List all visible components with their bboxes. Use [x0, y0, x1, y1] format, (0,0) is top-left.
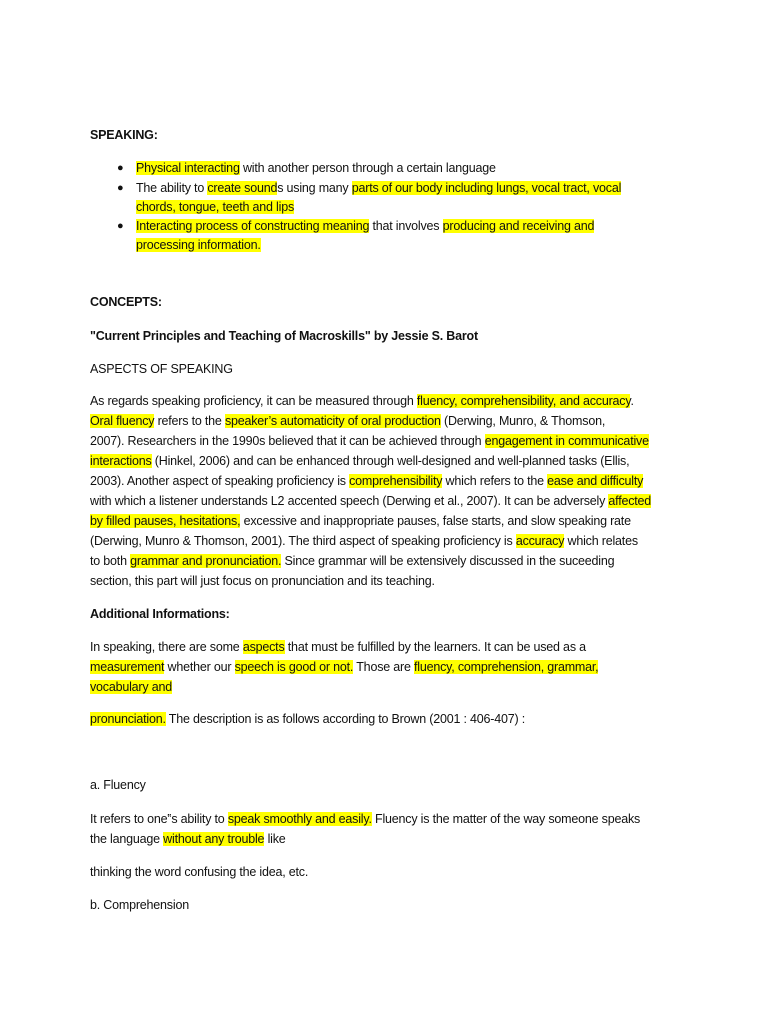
fluency-heading: a. Fluency [90, 778, 146, 792]
speaking-bullet-3: Interacting process of constructing meaning that involves producing and receiving and [136, 219, 595, 233]
paragraph-line: measurement whether our speech is good or not. Those are fluency, comprehension, grammar, [90, 660, 599, 674]
paragraph-line: by filled pauses, hesitations, excessive and inappropriate pauses, false starts, and slow speaking rate [90, 514, 631, 528]
paragraph-line: It refers to one‟s ability to speak smoothly and easily. Fluency is the matter of the way someone speaks [90, 812, 641, 826]
speaking-heading: SPEAKING: [90, 128, 158, 142]
bullet-icon: ● [117, 162, 124, 174]
source-title: "Current Principles and Teaching of Macroskills" by Jessie S. Barot [90, 329, 478, 343]
comprehension-heading: b. Comprehension [90, 898, 189, 912]
speaking-bullet-3-cont: processing information. [136, 238, 261, 252]
aspects-heading: ASPECTS OF SPEAKING [90, 362, 233, 376]
paragraph-line: interactions (Hinkel, 2006) and can be enhanced through well-designed and well-planned tasks (Ellis, [90, 454, 630, 468]
paragraph-line: (Derwing, Munro & Thomson, 2001). The third aspect of speaking proficiency is accuracy which relates [90, 534, 638, 548]
paragraph-line: to both grammar and pronunciation. Since grammar will be extensively discussed in the suceeding [90, 554, 615, 568]
concepts-heading: CONCEPTS: [90, 295, 162, 309]
paragraph-line: Oral fluency refers to the speaker’s automaticity of oral production (Derwing, Munro, & Thomson, [90, 414, 606, 428]
bullet-icon: ● [117, 220, 124, 232]
paragraph-line: with which a listener understands L2 accented speech (Derwing et al., 2007). It can be adversely affected [90, 494, 652, 508]
bullet-icon: ● [117, 182, 124, 194]
paragraph-line: the language without any trouble like [90, 832, 286, 846]
paragraph-line: section, this part will just focus on pronunciation and its teaching. [90, 574, 435, 588]
paragraph-line: 2007). Researchers in the 1990s believed that it can be achieved through engagement in communicative [90, 434, 649, 448]
paragraph-line: pronunciation. The description is as follows according to Brown (2001 : 406-407) : [90, 712, 526, 726]
paragraph-line: 2003). Another aspect of speaking proficiency is comprehensibility which refers to the ease and difficulty [90, 474, 644, 488]
paragraph-line: In speaking, there are some aspects that must be fulfilled by the learners. It can be used as a [90, 640, 586, 654]
speaking-bullet-2-cont: chords, tongue, teeth and lips [136, 200, 295, 214]
speaking-bullet-1: Physical interacting with another person through a certain language [136, 161, 496, 175]
speaking-bullet-2: The ability to create sounds using many parts of our body including lungs, vocal tract, vocal [136, 181, 622, 195]
paragraph-line: vocabulary and [90, 680, 172, 694]
additional-heading: Additional Informations: [90, 607, 230, 621]
paragraph-line: As regards speaking proficiency, it can be measured through fluency, comprehensibility, and accuracy. [90, 394, 634, 408]
paragraph-line: thinking the word confusing the idea, etc. [90, 865, 309, 879]
